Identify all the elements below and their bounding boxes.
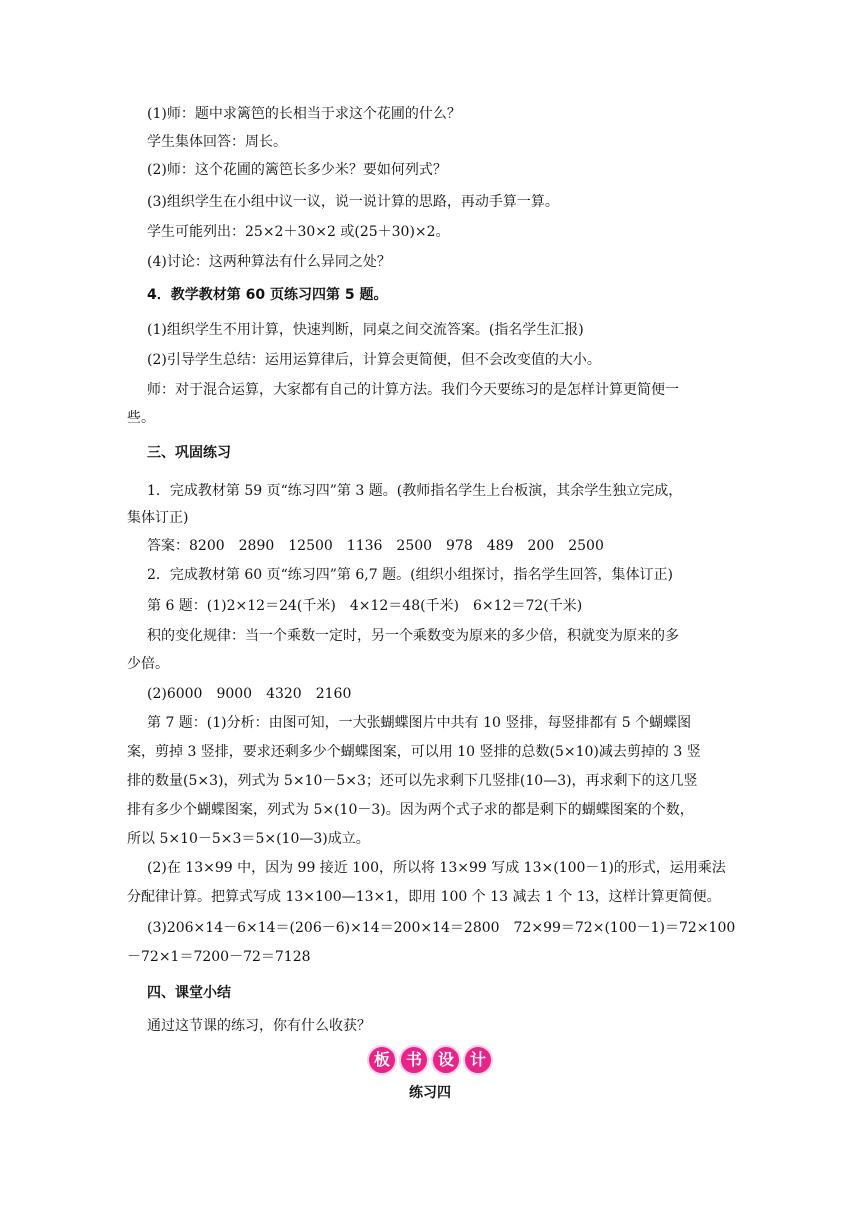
text-line: (1)组织学生不用计算，快速判断，同桌之间交流答案。(指名学生汇报) [147, 322, 584, 338]
text-line: 学生可能列出：25×2＋30×2 或(25＋30)×2。 [147, 224, 450, 240]
text-line: 少倍。 [127, 656, 169, 672]
section-heading: 三、巩固练习 [147, 445, 231, 461]
badge-char: 计 [463, 1045, 493, 1075]
text-line: (2)6000 9000 4320 2160 [147, 686, 352, 702]
text-line: 些。 [127, 410, 155, 426]
text-line: (4)讨论：这两种算法有什么异同之处？ [147, 254, 391, 270]
text-line: 案，剪掉 3 竖排，要求还剩多少个蝴蝶图案，可以用 10 竖排的总数(5×10)减去剪掉的 3 竖 [127, 744, 701, 760]
text-line: 答案：8200 2890 12500 1136 2500 978 489 200 2500 [147, 538, 604, 554]
text-line: (3)组织学生在小组中议一议，说一说计算的思路，再动手算一算。 [147, 194, 559, 210]
board-design-badge [0, 1045, 860, 1075]
text-line: (3)206×14－6×14＝(206－6)×14＝200×14＝2800 72×99＝72×(100－1)＝72×100 [147, 920, 736, 936]
text-line: 排的数量(5×3)，列式为 5×10－5×3；还可以先求剩下几竖排(10—3)，再求剩下的这几竖 [127, 773, 698, 789]
text-line: 2．完成教材第 60 页“练习四”第 6,7 题。(组织小组探讨，指名学生回答，集体订正) [147, 567, 674, 583]
text-line: 积的变化规律：当一个乘数一定时，另一个乘数变为原来的多少倍，积就变为原来的多 [147, 628, 679, 644]
text-line: 集体订正) [127, 510, 189, 526]
text-line: －72×1＝7200－72＝7128 [127, 949, 311, 965]
text-line: (2)引导学生总结：运用运算律后，计算会更简便，但不会改变值的大小。 [147, 352, 601, 368]
section-heading: 四、课堂小结 [147, 985, 231, 1001]
text-line: (1)师：题中求篱笆的长相当于求这个花圃的什么？ [147, 106, 461, 122]
text-line: 分配律计算。把算式写成 13×100—13×1，即用 100 个 13 减去 1 个 13，这样计算更简便。 [127, 889, 721, 905]
text-line: 第 6 题：(1)2×12＝24(千米) 4×12＝48(千米) 6×12＝72(千米) [147, 598, 583, 614]
text-line: 学生集体回答：周长。 [147, 134, 287, 150]
text-line: 师：对于混合运算，大家都有自己的计算方法。我们今天要练习的是怎样计算更简便一 [147, 382, 679, 398]
text-line: (2)在 13×99 中，因为 99 接近 100，所以将 13×99 写成 13×(100－1)的形式，运用乘法 [147, 860, 726, 876]
badge-char: 板 [367, 1045, 397, 1075]
text-line: 通过这节课的练习，你有什么收获？ [147, 1018, 371, 1034]
badge-char: 书 [399, 1045, 429, 1075]
badge-char: 设 [431, 1045, 461, 1075]
text-line: 排有多少个蝴蝶图案，列式为 5×(10－3)。因为两个式子求的都是剩下的蝴蝶图案的个数， [127, 802, 694, 818]
section-heading: 4．教学教材第 60 页练习四第 5 题。 [147, 287, 388, 303]
text-line: 所以 5×10－5×3＝5×(10—3)成立。 [127, 831, 370, 847]
text-line: (2)师：这个花圃的篱笆长多少米？要如何列式？ [147, 162, 447, 178]
text-line: 1．完成教材第 59 页“练习四”第 3 题。(教师指名学生上台板演，其余学生独立完成， [147, 483, 683, 499]
board-title: 练习四 [409, 1085, 451, 1101]
text-line: 第 7 题：(1)分析：由图可知，一大张蝴蝶图片中共有 10 竖排，每竖排都有 5 个蝴蝶图 [147, 715, 692, 731]
